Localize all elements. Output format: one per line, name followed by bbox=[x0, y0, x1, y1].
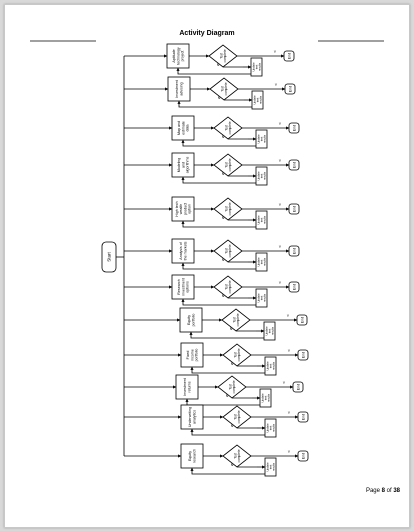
rework-label: Updatetestresults bbox=[251, 62, 262, 72]
yes-label: Y bbox=[278, 281, 282, 285]
decision-label: Testcomplete bbox=[220, 82, 228, 96]
end-label: End bbox=[292, 161, 297, 169]
decision-label: Testcomplete bbox=[224, 244, 232, 258]
no-label: N bbox=[221, 172, 225, 176]
yes-label: Y bbox=[273, 50, 277, 54]
footer-page-total: 38 bbox=[393, 488, 400, 494]
end-label: End bbox=[292, 247, 297, 255]
no-label: N bbox=[230, 463, 234, 467]
decision-label: Testcomplete bbox=[233, 348, 241, 362]
loop-back-arrow bbox=[183, 177, 256, 183]
yes-label: Y bbox=[282, 381, 286, 385]
activity-label: Underwritinganalytics bbox=[188, 406, 197, 428]
activity-label: Fixedincomeportfolio bbox=[186, 348, 199, 362]
decision-label: Testcomplete bbox=[228, 380, 236, 394]
loop-back-arrow bbox=[183, 140, 256, 146]
no-label: N bbox=[225, 394, 229, 398]
start-label: Start bbox=[106, 252, 112, 262]
no-label: N bbox=[221, 294, 225, 298]
rework-label: Updatetestresults bbox=[265, 462, 276, 472]
yes-label: Y bbox=[287, 411, 291, 415]
activity-label: Researchinvestmentoptions bbox=[177, 278, 190, 296]
activity-label: Analysis ofthe markets bbox=[179, 241, 188, 261]
page-title: Activity Diagram bbox=[179, 30, 235, 37]
activity-label: Equityportfolio bbox=[187, 313, 196, 327]
no-label: N bbox=[229, 327, 233, 331]
no-label: N bbox=[230, 362, 234, 366]
rework-label: Updatetestresults bbox=[256, 134, 267, 144]
decision-label: Testcomplete bbox=[233, 449, 241, 463]
rework-label: Updatetestresults bbox=[260, 393, 271, 403]
no-label: N bbox=[217, 96, 221, 100]
yes-label: Y bbox=[286, 314, 290, 318]
yes-label: Y bbox=[278, 159, 282, 163]
activity-label: High techwealthproductoption bbox=[175, 201, 192, 217]
no-label: N bbox=[216, 63, 220, 67]
rework-label: Updatetestresults bbox=[256, 257, 267, 267]
end-label: End bbox=[300, 316, 305, 324]
yes-label: Y bbox=[287, 450, 291, 454]
loop-back-arrow bbox=[192, 367, 265, 373]
end-label: End bbox=[292, 205, 297, 213]
yes-label: Y bbox=[287, 349, 291, 353]
end-label: End bbox=[292, 283, 297, 291]
rework-label: Updatetestresults bbox=[265, 423, 276, 433]
activity-label: Map andestimatedata bbox=[177, 121, 190, 135]
end-label: End bbox=[301, 413, 306, 421]
end-label: End bbox=[301, 452, 306, 460]
footer-page-number: 8 bbox=[381, 488, 385, 494]
loop-back-arrow bbox=[183, 221, 256, 227]
loop-back-arrow bbox=[191, 332, 264, 338]
loop-back-arrow bbox=[192, 468, 265, 474]
rework-label: Updatetestresults bbox=[256, 293, 267, 303]
decision-label: Testcomplete bbox=[224, 158, 232, 172]
end-label: End bbox=[287, 52, 292, 60]
loop-back-arrow bbox=[178, 68, 251, 74]
activity-label: Aptitudetechnologyproject bbox=[172, 47, 185, 65]
loop-back-arrow bbox=[183, 263, 256, 269]
no-label: N bbox=[221, 216, 225, 220]
activity-label: Modelingandalgorithms bbox=[177, 156, 190, 174]
loop-back-arrow bbox=[183, 299, 256, 305]
yes-label: Y bbox=[278, 122, 282, 126]
no-label: N bbox=[221, 258, 225, 262]
loop-back-arrow bbox=[187, 399, 260, 405]
no-label: N bbox=[230, 424, 234, 428]
decision-label: Testcomplete bbox=[224, 121, 232, 135]
activity-label: Investmentreturns bbox=[183, 378, 192, 396]
end-label: End bbox=[288, 85, 293, 93]
footer-page-word: Page bbox=[365, 488, 382, 494]
page-footer bbox=[366, 488, 400, 494]
rework-label: Updatetestresults bbox=[256, 215, 267, 225]
decision-label: Testcomplete bbox=[233, 410, 241, 424]
rework-label: Updatetestresults bbox=[265, 361, 276, 371]
rework-label: Updatetestresults bbox=[264, 326, 275, 336]
rework-label: Updatetestresults bbox=[252, 95, 263, 105]
activity-label: Investmentadvising bbox=[175, 80, 184, 98]
yes-label: Y bbox=[278, 245, 282, 249]
activity-label: Equityresearch bbox=[188, 449, 197, 463]
footer-of-word: of bbox=[384, 488, 394, 494]
no-label: N bbox=[221, 135, 225, 139]
decision-label: Testcomplete bbox=[219, 49, 227, 63]
yes-label: Y bbox=[278, 203, 282, 207]
decision-label: Testcomplete bbox=[224, 202, 232, 216]
loop-back-arrow bbox=[192, 429, 265, 435]
decision-label: Testcomplete bbox=[224, 280, 232, 294]
end-label: End bbox=[296, 383, 301, 391]
yes-label: Y bbox=[274, 83, 278, 87]
end-label: End bbox=[292, 124, 297, 132]
end-label: End bbox=[301, 351, 306, 359]
rework-label: Updatetestresults bbox=[256, 171, 267, 181]
loop-back-arrow bbox=[179, 101, 252, 107]
decision-label: Testcomplete bbox=[232, 313, 240, 327]
